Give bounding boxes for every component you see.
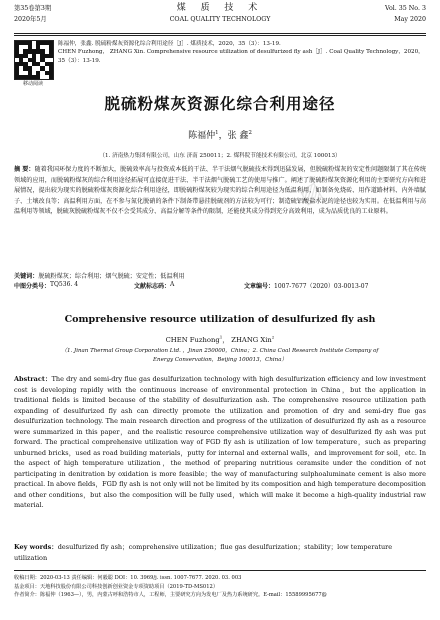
footnotes	[14, 574, 426, 600]
header-rule	[14, 33, 426, 34]
keywords-en-label: Key words：	[14, 543, 58, 551]
clc-value: TQ536. 4	[50, 281, 79, 288]
date-en: May 2020	[394, 16, 426, 23]
keywords-cn-label: 关键词：	[14, 273, 39, 280]
footnote-funding: 基金项目：天地科技股份有限公司科技创新创业资金专项资助项目（2019-TD-MS012）	[14, 583, 219, 590]
keywords-en	[14, 542, 426, 563]
volume-en: Vol. 35 No. 3	[385, 5, 426, 12]
affiliation-cn: （1. 济南热力集团有限公司，山东 济南 250011；2. 煤科院节能技术有限公司，北京 100013）	[99, 153, 341, 159]
abstract-cn-label: 摘 要：	[14, 166, 35, 173]
doc-code-value: A	[170, 281, 175, 288]
date-cn: 2020年5月	[14, 16, 47, 23]
clc-group	[14, 281, 79, 290]
affiliation-en: （1. Jinan Thermal Group Corporation Ltd. ，Jinan 250000，China；2. China Coal Research Institute Company of Energy Conservation，Beijing 100013，China）	[61, 348, 379, 363]
article-number-value: 1007-7677（2020）03-0013-07	[274, 283, 369, 290]
journal-name-cn: 煤 质 技 术	[176, 3, 264, 13]
author-1-affil-mark: 1	[215, 130, 219, 136]
header-rule-thin	[14, 35, 426, 36]
volume-cn: 第35卷第3期	[14, 5, 52, 12]
footnote-received: 收稿日期：2020-03-13 责任编辑：何毅聪 DOI：10. 3969/j. issn. 1007-7677. 2020. 03. 003	[14, 575, 242, 581]
footnote-author-bio: 作者简介：陈福仲（1963—），男，内蒙古呼和浩特市人，工程师，主要研究方向为发电厂及热力系统研究。E-mail：15589995677@	[14, 592, 327, 598]
doc-code-label: 文献标志码：	[134, 283, 171, 290]
abstract-en-text: The dry and semi-dry flue gas desulfurization technology with high desulfurization efficiency and low investment cost is developing rapidly with the continuous increase of environmental protection in China，but the application in traditional fields is limited because of the stability of desulfurization ash. The comprehensive resource utilization path expanding of desulfurized fly ash can directly promote the utilization and promotion of dry and semi-dry flue gas desulfurization technology. The main research direction and progress of the utilization of desulfurized fly ash as a resource were summarized in this paper，and the realistic resource comprehensive utilization way of desulfurized fly ash was put forward. The practical comprehensive utilization way of FGD fly ash is utilization of low temperature，such as preparing unburned bricks，used as road building materials，putty for internal and external walls，and improvement for soil，etc. In the aspect of high temperature utilization，the method of preparing nutritious ceramsite under the condition of not participating in denitration by oxidation is more feasible；the way of manufacturing sulphoaluminate cement is also more practical. In above fields，FGD fly ash is not only will not be limited by its composition and high temperature decomposition and other conditions，but also the composition will be fully used，which will make it become a high-quality industrial raw material.	[14, 375, 426, 509]
author-en-2: ZHANG Xin	[231, 336, 272, 344]
abstract-en	[14, 374, 426, 511]
abstract-cn	[14, 165, 426, 218]
keywords-cn-text: 脱硫粉煤灰；综合利用；烟气脱硫；安定性；低温利用	[38, 273, 185, 280]
qr-code[interactable]	[14, 40, 54, 80]
running-header	[14, 4, 426, 30]
watermark: ▨	[294, 176, 326, 210]
authors-cn	[14, 128, 426, 141]
citation-cn: 陈福仲，张鑫. 脱硫粉煤灰资源化综合利用途径［J］. 煤质技术，2020，35（3）：13-19.	[58, 41, 281, 47]
qr-module	[49, 75, 53, 79]
abstract-en-label: Abstract：	[14, 375, 52, 383]
footer-rule	[14, 570, 426, 571]
author-2: 张 鑫	[227, 131, 249, 141]
article-number-label: 文章编号：	[244, 283, 275, 290]
keywords-cn	[14, 271, 426, 280]
author-separator: ，	[218, 131, 228, 141]
article-number-group	[244, 281, 369, 290]
title-en: Comprehensive resource utilization of desulfurized fly ash	[64, 314, 376, 325]
doc-code-group	[134, 281, 175, 290]
author-2-affil-mark: 2	[248, 130, 252, 136]
journal-name-en: COAL QUALITY TECHNOLOGY	[169, 16, 271, 23]
qr-label: 移动阅读	[22, 81, 43, 87]
classification-line	[14, 281, 426, 290]
author-en-2-affil-mark: 2	[271, 334, 275, 340]
author-en-1: CHEN Fuzhong	[165, 336, 220, 344]
author-en-separator: ，	[222, 336, 232, 344]
author-1: 陈福仲	[188, 131, 216, 141]
keywords-en-text: desulfurized fly ash；comprehensive utilization；flue gas desulfurization；stability；low temperature utilization	[14, 543, 393, 562]
clc-label: 中图分类号：	[14, 283, 51, 290]
title-cn: 脱硫粉煤灰资源化综合利用途径	[104, 94, 336, 113]
abstract-cn-text: 随着我国环保力度的不断加大，脱硫效率高与投资成本低的干法、半干法烟气脱硫技术得到迅猛发展，但脱硫粉煤灰的安定性问题限制了其在传统领域的应用，而脱硫粉煤灰的综合利用途径拓展可直接促进干法、半干法烟气脱硫工艺的使用与推广。阐述了脱硫粉煤灰资源化利用的主要研究方向和进展情况，提出较为现实的脱硫粉煤灰资源化综合利用途径，即脱硫粉煤灰较为现实的综合利用途径为低温利用，如制备免烧砖、用作道路材料、内外墙腻子、土壤改良等；高温利用方面，在不参与氮化脱硝的条件下制备带悬挂脱硫剂的方法较为可行；制造硫铝酸盐水泥的途径也较为实用。在低温利用与高温利用等领域，脱硫灰脱硫粉煤灰不仅不会受其成分、高温分解等条件的限制，还能使其成分得到充分高效利用，成为品质优良的工业原料。	[14, 166, 426, 216]
authors-en	[14, 334, 426, 344]
author-en-1-affil-mark: 1	[219, 334, 223, 340]
citation-block	[58, 40, 426, 65]
citation-en: CHEN Fuzhong， ZHANG Xin. Comprehensive resource utilization of desulfurized fly ash［J］. Coal Quality Technology，2020，35（3）：13-19.	[58, 49, 424, 64]
